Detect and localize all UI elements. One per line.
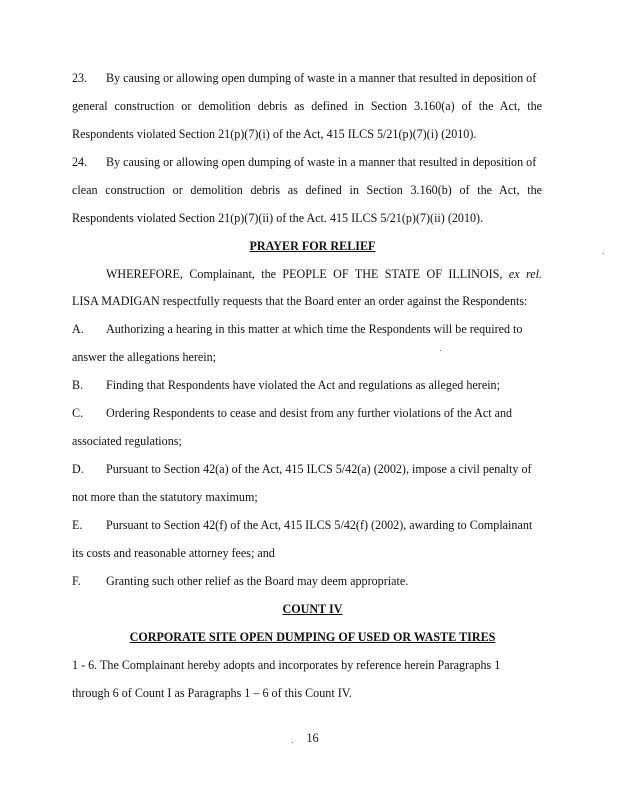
item-text: Authorizing a hearing in this matter at which time the Respondents will be required to bbox=[106, 322, 523, 336]
count-paragraph-line-2: through 6 of Count I as Paragraphs 1 – 6 of this Count IV. bbox=[72, 686, 352, 700]
relief-item-a bbox=[72, 321, 542, 337]
prayer-intro-line-1 bbox=[106, 266, 542, 282]
item-letter: F. bbox=[72, 574, 81, 588]
relief-item-d bbox=[72, 461, 542, 477]
count-heading: COUNT IV bbox=[282, 602, 343, 616]
prayer-intro-text: WHEREFORE, Complainant, the PEOPLE OF THE STATE OF ILLINOIS, bbox=[106, 267, 503, 281]
item-letter: E. bbox=[72, 518, 83, 532]
item-letter: B. bbox=[72, 378, 84, 392]
scan-speck bbox=[440, 350, 441, 351]
scan-speck bbox=[292, 742, 293, 743]
item-letter: C. bbox=[72, 406, 84, 420]
paragraph-24-line-2: clean construction or demolition debris as defined in Section 3.160(b) of the Act, the bbox=[72, 183, 542, 197]
item-text: Pursuant to Section 42(a) of the Act, 415 ILCS 5/42(a) (2002), impose a civil penalty of bbox=[106, 462, 532, 476]
item-text: Ordering Respondents to cease and desist from any further violations of the Act and bbox=[106, 406, 513, 420]
relief-item-d-line-2: not more than the statutory maximum; bbox=[72, 490, 258, 504]
paragraph-24-line-1 bbox=[72, 154, 542, 170]
prayer-intro-italic: ex rel. bbox=[508, 267, 542, 281]
relief-item-c bbox=[72, 405, 542, 421]
paragraph-24-line-3: Respondents violated Section 21(p)(7)(ii) of the Act. 415 ILCS 5/21(p)(7)(ii) (2010). bbox=[72, 211, 484, 225]
paragraph-23-line-2: general construction or demolition debris as defined in Section 3.160(a) of the Act, the bbox=[72, 99, 542, 113]
count-paragraph-line-1 bbox=[72, 657, 542, 673]
prayer-heading: PRAYER FOR RELIEF bbox=[249, 239, 376, 253]
relief-item-a-line-2: answer the allegations herein; bbox=[72, 350, 217, 364]
item-text: Finding that Respondents have violated the Act and regulations as alleged herein; bbox=[106, 378, 500, 392]
scan-speck bbox=[603, 253, 604, 254]
item-text: Granting such other relief as the Board may deem appropriate. bbox=[106, 574, 409, 588]
prayer-intro-line-2: LISA MADIGAN respectfully requests that the Board enter an order against the Respondents: bbox=[72, 294, 528, 308]
paragraph-text: By causing or allowing open dumping of waste in a manner that resulted in deposition of bbox=[106, 71, 537, 85]
item-text: Pursuant to Section 42(f) of the Act, 415 ILCS 5/42(f) (2002), awarding to Complainant bbox=[106, 518, 533, 532]
count-paragraph-text: The Complainant hereby adopts and incorporates by reference herein Paragraphs 1 bbox=[100, 658, 501, 672]
relief-item-f bbox=[72, 573, 542, 589]
paragraph-text: By causing or allowing open dumping of waste in a manner that resulted in deposition of bbox=[106, 155, 537, 169]
paragraph-23-line-1 bbox=[72, 70, 542, 86]
count-paragraph-number: 1 - 6. bbox=[72, 658, 98, 672]
paragraph-number: 23. bbox=[72, 71, 88, 85]
item-letter: A. bbox=[72, 322, 84, 336]
relief-item-e-line-2: its costs and reasonable attorney fees; and bbox=[72, 546, 275, 560]
page-number: 16 bbox=[306, 731, 319, 745]
item-letter: D. bbox=[72, 462, 84, 476]
relief-item-b bbox=[72, 377, 542, 393]
relief-item-c-line-2: associated regulations; bbox=[72, 434, 182, 448]
paragraph-number: 24. bbox=[72, 155, 88, 169]
relief-item-e bbox=[72, 517, 542, 533]
count-subheading: CORPORATE SITE OPEN DUMPING OF USED OR WASTE TIRES bbox=[129, 630, 496, 644]
paragraph-23-line-3: Respondents violated Section 21(p)(7)(i) of the Act, 415 ILCS 5/21(p)(7)(i) (2010). bbox=[72, 127, 477, 141]
